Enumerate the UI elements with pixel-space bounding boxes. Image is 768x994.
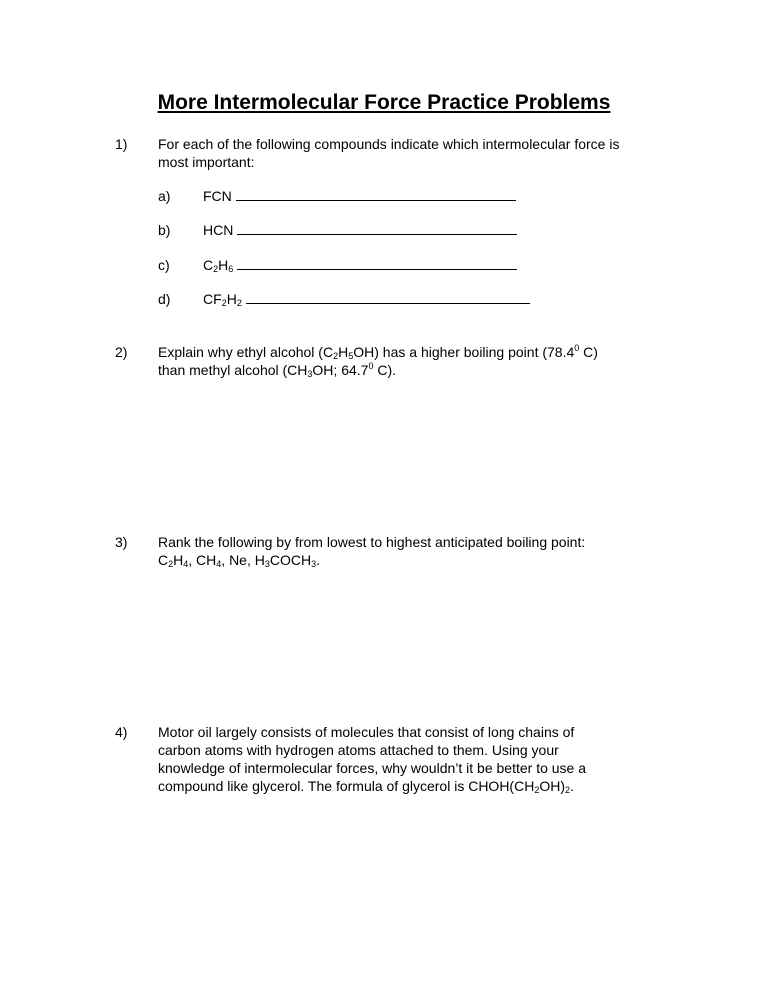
question-3-line-2: $C_2H_4$, $CH_4$, Ne, $H_3COCH_3$.	[158, 552, 321, 569]
part-b-compound: HCN	[203, 222, 234, 238]
question-2-number: 2)	[115, 344, 128, 360]
question-1-text	[158, 135, 668, 171]
question-2-text	[158, 343, 668, 379]
part-a-compound: FCN	[203, 188, 232, 204]
part-c-letter: c)	[158, 257, 170, 273]
question-1-line-1: For each of the following compounds indicate which intermolecular force is	[158, 136, 620, 152]
question-4-number: 4)	[115, 724, 128, 740]
question-4-line-4: compound like glycerol. The formula of glycerol is $CHOH(CH_2OH)_2$.	[158, 778, 574, 795]
part-a-answer-line[interactable]	[236, 187, 516, 201]
question-3-line-1: Rank the following by from lowest to highest anticipated boiling point:	[158, 534, 586, 550]
part-d-body	[203, 290, 530, 308]
part-a-body	[203, 187, 516, 205]
page-title: More Intermolecular Force Practice Problems	[157, 91, 611, 114]
question-1-line-2: most important:	[158, 154, 255, 170]
question-3-number: 3)	[115, 534, 128, 550]
part-d-compound: $CF_2H_2$	[203, 291, 242, 308]
part-d-answer-line[interactable]	[246, 290, 530, 304]
part-c-answer-line[interactable]	[237, 256, 517, 270]
part-a-letter: a)	[158, 188, 171, 204]
question-2-line-1: Explain why ethyl alcohol $(C_2H_5OH)$ has a higher boiling point (78.4$^0$ C)	[158, 343, 598, 361]
part-b-body	[203, 221, 517, 239]
question-3-text	[158, 533, 668, 569]
question-4-line-1: Motor oil largely consists of molecules that consist of long chains of	[158, 724, 575, 740]
question-4-line-2: carbon atoms with hydrogen atoms attached to them. Using your	[158, 742, 559, 758]
part-c-body	[203, 256, 517, 274]
question-4-text	[158, 723, 668, 795]
question-1-number: 1)	[115, 136, 128, 152]
question-4-line-3: knowledge of intermolecular forces, why wouldn’t it be better to use a	[158, 760, 587, 776]
part-b-letter: b)	[158, 222, 171, 238]
part-b-answer-line[interactable]	[237, 221, 517, 235]
question-2-line-2: than methyl alcohol ($CH_3OH$; 64.7$^0$ C).	[158, 361, 397, 379]
part-c-compound: $C_2H_6$	[203, 257, 234, 274]
part-d-letter: d)	[158, 291, 171, 307]
